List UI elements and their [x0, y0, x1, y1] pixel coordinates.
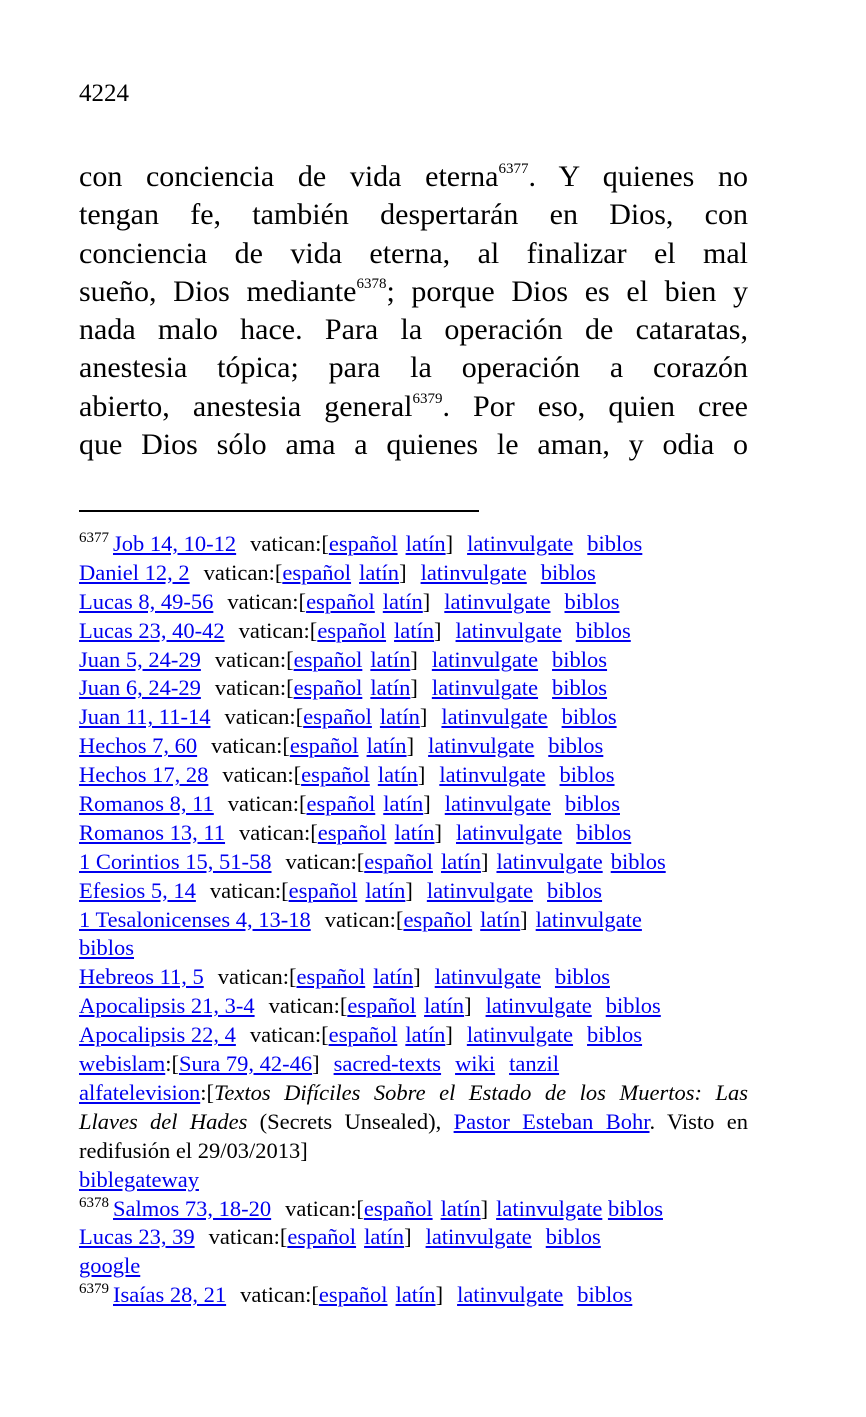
espanol-link[interactable]: español	[282, 559, 352, 585]
footnote-number: 6377	[79, 530, 109, 546]
footnote-line: Apocalipsis 21, 3-4 vatican:[español latín] latinvulgate biblos	[79, 993, 661, 1019]
latinvulgate-link[interactable]: latinvulgate	[426, 877, 534, 903]
espanol-link[interactable]: español	[328, 531, 398, 556]
footnote-line: webislam:[Sura 79, 42-46] sacred-texts wiki tanzil	[79, 1051, 560, 1077]
espanol-link[interactable]: español	[347, 993, 417, 1019]
body-line: con conciencia de vida eterna$^{6377}$. Y quienes no	[79, 160, 748, 193]
espanol-link[interactable]: español	[363, 1195, 433, 1221]
latinvulgate-link[interactable]: latinvulgate	[434, 964, 541, 990]
latinvulgate-link[interactable]: latinvulgate	[456, 819, 563, 845]
latinvulgate-link[interactable]: latinvulgate	[444, 791, 551, 817]
footnote-number: 6379	[79, 1281, 109, 1298]
ref-link[interactable]: 1 Corintios 15, 51-58	[79, 848, 272, 874]
espanol-link[interactable]: español	[318, 1282, 388, 1308]
latinvulgate-link[interactable]: latinvulgate	[455, 617, 562, 643]
biblos-link[interactable]: biblos	[577, 1282, 633, 1308]
sacred-texts-link[interactable]: sacred-texts	[333, 1051, 442, 1077]
espanol-link[interactable]: español	[306, 791, 376, 817]
footnote-line: Hebreos 11, 5 vatican:[español latín] latinvulgate biblos	[79, 964, 610, 990]
ref-link[interactable]: Hechos 7, 60	[79, 733, 198, 759]
espanol-link[interactable]: español	[403, 906, 473, 932]
ref-link[interactable]: Apocalipsis 22, 4	[79, 1022, 236, 1048]
biblos-link[interactable]: biblos	[554, 964, 610, 990]
latinvulgate-link[interactable]: latinvulgate	[431, 675, 539, 701]
latinvulgate-link[interactable]: latinvulgate	[439, 762, 546, 788]
ref-link[interactable]: Lucas 8, 49-56	[79, 588, 214, 614]
latinvulgate-link[interactable]: latinvulgate	[420, 559, 527, 585]
latinvulgate-link[interactable]: latinvulgate	[441, 704, 548, 730]
latin-link[interactable]: latín	[379, 704, 420, 730]
espanol-link[interactable]: español	[287, 1224, 357, 1250]
latinvulgate-link[interactable]: latinvulgate	[428, 733, 535, 759]
latin-link[interactable]: latín	[364, 1224, 405, 1250]
latin-link[interactable]: latín	[383, 791, 424, 817]
latinvulgate-link[interactable]: latinvulgate	[496, 848, 603, 874]
footnote-line: Juan 11, 11-14 vatican:[español latín] latinvulgate biblos	[79, 704, 617, 730]
biblegateway-link[interactable]: biblegateway	[79, 1166, 199, 1192]
espanol-link[interactable]: español	[288, 877, 358, 903]
ref-link[interactable]: Daniel 12, 2	[79, 559, 190, 585]
footnote-line: Hechos 7, 60 vatican:[español latín] latinvulgate biblos	[79, 733, 604, 759]
biblos-link[interactable]: biblos	[561, 704, 617, 730]
footnote-line: Hechos 17, 28 vatican:[español latín] latinvulgate biblos	[79, 762, 615, 788]
espanol-link[interactable]: español	[328, 1022, 398, 1048]
latin-link[interactable]: latín	[366, 733, 407, 759]
footnote-line: Juan 5, 24-29 vatican:[español latín] latinvulgate biblos	[79, 646, 608, 672]
ref-link[interactable]: Efesios 5, 14	[79, 877, 196, 903]
espanol-link[interactable]: español	[293, 675, 363, 701]
google-link[interactable]: google	[79, 1253, 141, 1279]
alfatelevision-link[interactable]: alfatelevision	[79, 1079, 201, 1105]
biblos-link[interactable]: biblos	[610, 848, 666, 874]
ref-link[interactable]: Hechos 17, 28	[79, 762, 209, 788]
ref-link[interactable]: Lucas 23, 39	[79, 1224, 195, 1250]
ref-link[interactable]: Juan 11, 11-14	[79, 704, 211, 730]
tanzil-link[interactable]: tanzil	[509, 1051, 560, 1077]
latinvulgate-link[interactable]: latinvulgate	[535, 906, 642, 932]
espanol-link[interactable]: español	[306, 588, 375, 614]
biblos-link[interactable]: biblos	[79, 935, 135, 961]
latinvulgate-link[interactable]: latinvulgate	[485, 993, 592, 1019]
latin-link[interactable]: latín	[382, 588, 423, 614]
body-line: sueño, Dios mediante$^{6378}$; porque Dios es el bien y	[79, 274, 748, 308]
latin-link[interactable]: latín	[359, 559, 400, 585]
ref-link[interactable]: Hebreos 11, 5	[79, 964, 204, 990]
ref-link[interactable]: Isaías 28, 21	[113, 1282, 227, 1308]
latin-link[interactable]: latín	[370, 646, 411, 672]
footnote-line: Lucas 23, 40-42 vatican:[español latín] latinvulgate biblos	[79, 617, 631, 643]
citation-title: Textos Difíciles Sobre el Estado de los Muertos: Las Llaves del Hades	[79, 1079, 748, 1134]
body-line: abierto, anestesia general$^{6379}$. Por eso, quien cree	[79, 389, 748, 423]
biblos-link[interactable]: biblos	[576, 819, 632, 845]
body-text	[79, 158, 748, 464]
biblos-link[interactable]: biblos	[547, 877, 603, 903]
footnote-line: Romanos 13, 11 vatican:[español latín] latinvulgate biblos	[79, 819, 632, 845]
latin-link[interactable]: latín	[394, 617, 435, 643]
ref-link[interactable]: 1 Tesalonicenses 4, 13-18	[79, 906, 311, 932]
footnote-line: Romanos 8, 11 vatican:[español latín] latinvulgate biblos	[79, 791, 620, 817]
latin-link[interactable]: latín	[440, 1195, 481, 1221]
sura-link[interactable]: Sura 79, 42-46	[178, 1051, 313, 1077]
ref-link[interactable]: Job 14, 10-12	[113, 531, 237, 556]
latin-link[interactable]: latín	[440, 848, 481, 874]
ref-link[interactable]: Juan 5, 24-29	[79, 646, 201, 672]
footnote-line: $^{6377}$ Job 14, 10-12 vatican:[español latín] latinvulgate biblos	[79, 530, 643, 556]
latin-link[interactable]: latín	[373, 964, 414, 990]
page-number: 4224	[79, 80, 129, 107]
espanol-link[interactable]: español	[296, 964, 366, 990]
biblos-link[interactable]: biblos	[545, 1224, 601, 1250]
footnote-ref-6379[interactable]: 6379	[412, 390, 443, 407]
body-line: nada malo hace. Para la operación de cataratas,	[79, 313, 748, 347]
biblos-link[interactable]: biblos	[607, 1195, 663, 1221]
latinvulgate-link[interactable]: latinvulgate	[431, 646, 539, 672]
ref-link[interactable]: Salmos 73, 18-20	[113, 1195, 272, 1221]
footnote-line: Lucas 8, 49-56 vatican:[español latín] latinvulgate biblos	[79, 588, 620, 614]
latinvulgate-link[interactable]: latinvulgate	[425, 1224, 532, 1250]
biblos-link[interactable]: biblos	[587, 531, 643, 556]
body-line: anestesia tópica; para la operación a corazón	[79, 351, 748, 385]
ref-link[interactable]: Romanos 8, 11	[79, 791, 214, 817]
espanol-link[interactable]: español	[303, 704, 372, 730]
ref-link[interactable]: Romanos 13, 11	[79, 819, 226, 845]
footnotes	[79, 530, 748, 1310]
latin-link[interactable]: latín	[405, 531, 446, 556]
footnote-line: Lucas 23, 39 vatican:[español latín] latinvulgate biblos	[79, 1224, 601, 1250]
footnote-line: 1 Corintios 15, 51-58 vatican:[español latín] latinvulgate biblos	[79, 848, 666, 874]
footnote-ref-6378[interactable]: 6378	[356, 275, 387, 292]
latin-link[interactable]: latín	[365, 877, 406, 903]
latin-link[interactable]: latín	[370, 675, 411, 701]
biblos-link[interactable]: biblos	[552, 675, 608, 701]
footnote-line	[79, 934, 748, 963]
ref-link[interactable]: Lucas 23, 40-42	[79, 617, 225, 643]
body-line: que Dios sólo ama a quienes le aman, y odia o	[79, 428, 748, 462]
footnote-line	[79, 1252, 748, 1281]
footnote-ref-6377[interactable]: 6377	[498, 161, 529, 177]
biblos-link[interactable]: biblos	[564, 791, 620, 817]
biblos-link[interactable]: biblos	[559, 762, 615, 788]
latin-link[interactable]: latín	[395, 1282, 436, 1308]
latin-link[interactable]: latín	[424, 993, 465, 1019]
footnote-line: $^{6379}$ Isaías 28, 21 vatican:[español latín] latinvulgate biblos	[79, 1281, 633, 1308]
footnote-divider	[79, 510, 479, 512]
ref-link[interactable]: Juan 6, 24-29	[79, 675, 201, 701]
latin-link[interactable]: latín	[480, 906, 521, 932]
espanol-link[interactable]: español	[317, 617, 387, 643]
latinvulgate-link[interactable]: latinvulgate	[444, 588, 551, 614]
footnote-line: Apocalipsis 22, 4 vatican:[español latín] latinvulgate biblos	[79, 1022, 643, 1048]
biblos-link[interactable]: biblos	[575, 617, 631, 643]
webislam-link[interactable]: webislam	[79, 1051, 166, 1077]
biblos-link[interactable]: biblos	[564, 588, 620, 614]
biblos-link[interactable]: biblos	[605, 993, 661, 1019]
latin-link[interactable]: latín	[377, 762, 418, 788]
ref-link[interactable]: Apocalipsis 21, 3-4	[79, 993, 255, 1019]
espanol-link[interactable]: español	[301, 762, 370, 788]
footnote-number: 6378	[79, 1194, 109, 1211]
latinvulgate-link[interactable]: latinvulgate	[496, 1195, 603, 1221]
biblos-link[interactable]: biblos	[540, 559, 596, 585]
latinvulgate-link[interactable]: latinvulgate	[467, 531, 574, 556]
espanol-link[interactable]: español	[364, 848, 433, 874]
latinvulgate-link[interactable]: latinvulgate	[457, 1282, 564, 1308]
biblos-link[interactable]: biblos	[587, 1022, 643, 1048]
footnote-line	[79, 1166, 748, 1195]
footnote-line: $^{6378}$ Salmos 73, 18-20 vatican:[español latín] latinvulgate biblos	[79, 1194, 663, 1221]
espanol-link[interactable]: español	[317, 819, 387, 845]
footnote-line: Efesios 5, 14 vatican:[español latín] latinvulgate biblos	[79, 877, 603, 903]
biblos-link[interactable]: biblos	[552, 646, 608, 672]
footnote-line: Daniel 12, 2 vatican:[español latín] latinvulgate biblos	[79, 559, 596, 585]
latinvulgate-link[interactable]: latinvulgate	[466, 1022, 574, 1048]
espanol-link[interactable]: español	[289, 733, 359, 759]
wiki-link[interactable]: wiki	[455, 1051, 496, 1077]
footnote-line: 1 Tesalonicenses 4, 13-18 vatican:[español latín] latinvulgate	[79, 906, 642, 932]
body-line: tengan fe, también despertarán en Dios, con	[79, 198, 748, 232]
body-line: conciencia de vida eterna, al finalizar el mal	[79, 236, 748, 270]
espanol-link[interactable]: español	[293, 646, 363, 672]
author-link[interactable]: Pastor Esteban Bohr	[453, 1108, 650, 1134]
footnote-line: Juan 6, 24-29 vatican:[español latín] latinvulgate biblos	[79, 675, 608, 701]
latin-link[interactable]: latín	[394, 819, 435, 845]
biblos-link[interactable]: biblos	[548, 733, 604, 759]
alfatelevision-citation: alfatelevision:[Textos Difíciles Sobre el Estado de los Muertos: Las Llaves del Hades (Secrets Unsealed), Pastor Esteban Bohr. Visto en redifusión el 29/03/2013]	[79, 1079, 748, 1163]
latin-link[interactable]: latín	[405, 1022, 446, 1048]
